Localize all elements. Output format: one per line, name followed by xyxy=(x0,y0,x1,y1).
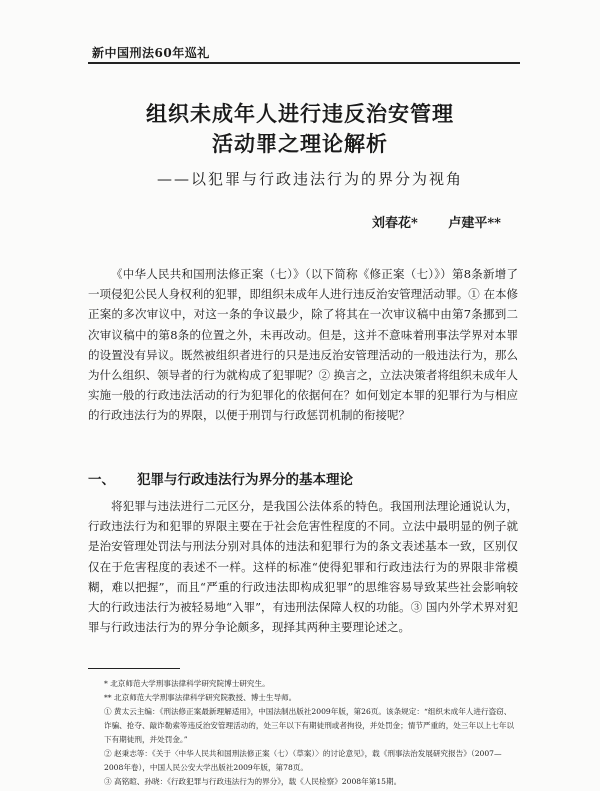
title-line-1: 组织未成年人进行违反治安管理 xyxy=(146,101,454,126)
section-paragraph: 将犯罪与违法进行二元区分，是我国公法体系的特色。我国刑法理论通说认为，行政违法行为和犯罪的界限主要在于社会危害性程度的不同。立法中最明显的例子就是治安管理处罚法与刑法分别对具体的违法和犯罪行为的条文表述基本一致，区别仅仅在于危害程度的表述不一样。这样的标准“使得犯罪和行政违法行为的界限非常模糊，难以把握”，而且“严重的行政违法即构成犯罪”的思维容易导致某些社会影响较大的行政违法行为被轻易地“入罪”，有违刑法保障人权的功能。③ 国内外学术界对犯罪与行政违法行为的界分争论颇多，现择其两种主要理论述之。 xyxy=(88,499,518,635)
subtitle: ——以犯罪与行政违法行为的界分为视角 xyxy=(156,170,463,188)
section-heading xyxy=(88,468,353,488)
header-rule xyxy=(88,62,520,64)
author-1: 刘春花* xyxy=(372,216,418,231)
author-line xyxy=(372,212,527,231)
footnote-author-1: * 北京师范大学刑事法律科学研究院博士研究生。 xyxy=(104,679,270,688)
footnote-1: ① 黄太云主编：《刑法修正案最新理解适用》，中国法制出版社2009年版，第26页。该条规定：“组织未成年人进行盗窃、诈骗、抢夺、敲诈勒索等违反治安管理活动的，处三年以下有期徒刑或者拘役，并处罚金；情节严重的，处三年以上七年以下有期徒刑，并处罚金。” xyxy=(104,707,515,744)
title-line-2: 活动罪之理论解析 xyxy=(212,131,388,156)
footnotes xyxy=(88,677,518,789)
footnote-3: ③ 高铭暄、孙晓：《行政犯罪与行政违法行为的界分》，载《人民检察》2008年第15期。 xyxy=(104,777,402,786)
footnote-2: ② 赵秉志等：《关于〈中华人民共和国刑法修正案（七）（草案）〉的讨论意见》，载《刑事法治发展研究报告》（2007—2008年卷），中国人民公安大学出版社2009年版，第78页。 xyxy=(104,749,502,772)
section-number: 一、 xyxy=(88,472,115,488)
intro-paragraph: 《中华人民共和国刑法修正案（七）》（以下简称《修正案（七）》）第8条新增了一项侵犯公民人身权利的犯罪，即组织未成年人进行违反治安管理活动罪。① 在本修正案的多次审议中，对这一条的争议最少，除了将其在一次审议稿中由第7条挪到二次审议稿中的第8条的位置之外，未再改动。但是，这并不意味着刑事法学界对本罪的设置没有异议。既然被组织者进行的只是违反治安管理活动的一般违法行为，那么为什么组织、领导者的行为就构成了犯罪呢？② 换言之，立法决策者将组织未成年人实施一般的行政违法活动的行为犯罪化的依据何在？如何划定本罪的犯罪行为与相应的行政违法行为的界限，以便于刑罚与行政惩罚机制的衔接呢？ xyxy=(88,267,518,423)
running-head: 新中国刑法60年巡礼 xyxy=(92,46,210,60)
author-2: 卢建平** xyxy=(448,216,501,231)
footnote-rule xyxy=(88,668,180,669)
footnote-author-2: ** 北京师范大学刑事法律科学研究院教授、博士生导师。 xyxy=(104,693,297,702)
section-title: 犯罪与行政违法行为界分的基本理论 xyxy=(137,472,353,488)
